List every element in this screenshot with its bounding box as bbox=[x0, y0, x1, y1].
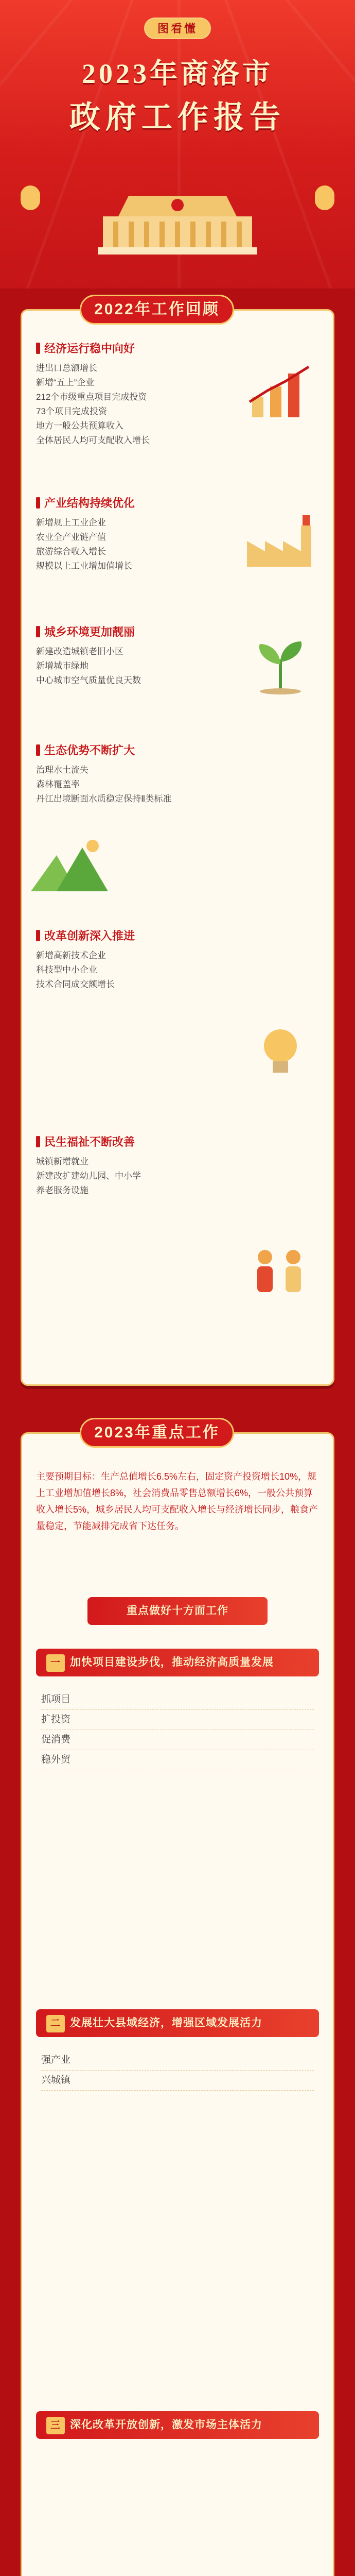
section-para: 丹江出境断面水质稳定保持Ⅱ类标准 bbox=[36, 794, 172, 804]
banner-title-line2: 政府工作报告 bbox=[69, 100, 286, 134]
key-work-title: 2023年重点工作 bbox=[80, 1418, 234, 1448]
section-para: 新建改扩建幼儿园、中小学 bbox=[36, 1171, 141, 1181]
review-section-innovation bbox=[36, 927, 319, 992]
work-item: 三 深化改革开放创新，激发市场主体活力 bbox=[36, 2411, 319, 2439]
great-hall-illustration bbox=[87, 155, 268, 258]
review-title: 2022年工作回顾 bbox=[80, 295, 234, 325]
family-icon bbox=[242, 1236, 319, 1298]
section-para: 养老服务设施 bbox=[36, 1185, 88, 1195]
section-para: 73个项目完成投资 bbox=[36, 406, 107, 416]
work-item: 一 加快项目建设步伐，推动经济高质量发展 bbox=[36, 1649, 319, 1676]
lantern-icon bbox=[21, 185, 40, 210]
focus-label: 重点做好十方面工作 bbox=[87, 1597, 268, 1625]
section-para: 新增城市绿地 bbox=[36, 661, 88, 671]
banner-title-line1: 2023年商洛市 bbox=[82, 58, 273, 89]
rising-chart-icon bbox=[242, 361, 319, 422]
section-heading: 城乡环境更加靓丽 bbox=[44, 625, 135, 638]
section-para: 科技型中小企业 bbox=[36, 965, 97, 975]
section-para: 中心城市空气质量优良天数 bbox=[36, 675, 141, 685]
work-item-details bbox=[41, 2050, 314, 2091]
section-para: 城镇新增就业 bbox=[36, 1157, 88, 1166]
section-heading: 经济运行稳中向好 bbox=[44, 342, 135, 355]
work-item: 二 发展壮大县域经济，增强区域发展活力 bbox=[36, 2009, 319, 2037]
section-para: 规模以上工业增加值增长 bbox=[36, 561, 132, 571]
section-para: 新增规上工业企业 bbox=[36, 518, 106, 528]
section-para: 新增“五上”企业 bbox=[36, 378, 95, 387]
section-para: 新增高新技术企业 bbox=[36, 951, 106, 960]
work-item-details bbox=[41, 1690, 314, 1770]
lightbulb-icon bbox=[242, 1020, 319, 1082]
section-para: 森林覆盖率 bbox=[36, 779, 80, 789]
targets-text: 主要预期目标：生产总值增长6.5%左右，固定资产投资增长10%，规上工业增加值增长8%，社会消费品零售总额增长6%，一般公共预算收入增长5%，城乡居民人均可支配收入增长与经济增长同步，粮食产量稳定，节能减排完成省下达任务。 bbox=[36, 1471, 318, 1531]
sub-item: 促消费 bbox=[41, 1730, 314, 1750]
section-para: 农业全产业链产值 bbox=[36, 532, 106, 542]
section-para: 地方一般公共预算收入 bbox=[36, 421, 123, 431]
review-section-livelihood bbox=[36, 1133, 319, 1198]
section-heading: 民生福祉不断改善 bbox=[44, 1136, 135, 1148]
section-para: 技术合同成交额增长 bbox=[36, 979, 115, 989]
section-para: 进出口总额增长 bbox=[36, 363, 97, 373]
header-banner bbox=[0, 0, 355, 289]
section-heading: 生态优势不断扩大 bbox=[44, 744, 135, 757]
section-para: 全体居民人均可支配收入增长 bbox=[36, 435, 150, 445]
section-para: 新建改造城镇老旧小区 bbox=[36, 647, 123, 656]
sub-item: 扩投资 bbox=[41, 1710, 314, 1730]
section-para: 旅游综合收入增长 bbox=[36, 547, 106, 556]
lantern-icon bbox=[315, 185, 334, 210]
plant-sprout-icon bbox=[242, 634, 319, 696]
factory-icon bbox=[242, 510, 319, 572]
banner-tag: 图看懂 bbox=[144, 18, 211, 39]
sub-item: 稳外贸 bbox=[41, 1750, 314, 1770]
section-heading: 改革创新深入推进 bbox=[44, 929, 135, 942]
annual-targets bbox=[36, 1468, 319, 1534]
section-heading: 产业结构持续优化 bbox=[44, 497, 135, 510]
sub-item: 强产业 bbox=[41, 2050, 314, 2071]
section-para: 212个市级重点项目完成投资 bbox=[36, 392, 147, 402]
section-para: 治理水土流失 bbox=[36, 765, 88, 775]
review-section-ecology bbox=[36, 742, 319, 806]
mountain-icon bbox=[31, 835, 108, 896]
sub-item: 兴城镇 bbox=[41, 2071, 314, 2091]
sub-item: 抓项目 bbox=[41, 1690, 314, 1710]
